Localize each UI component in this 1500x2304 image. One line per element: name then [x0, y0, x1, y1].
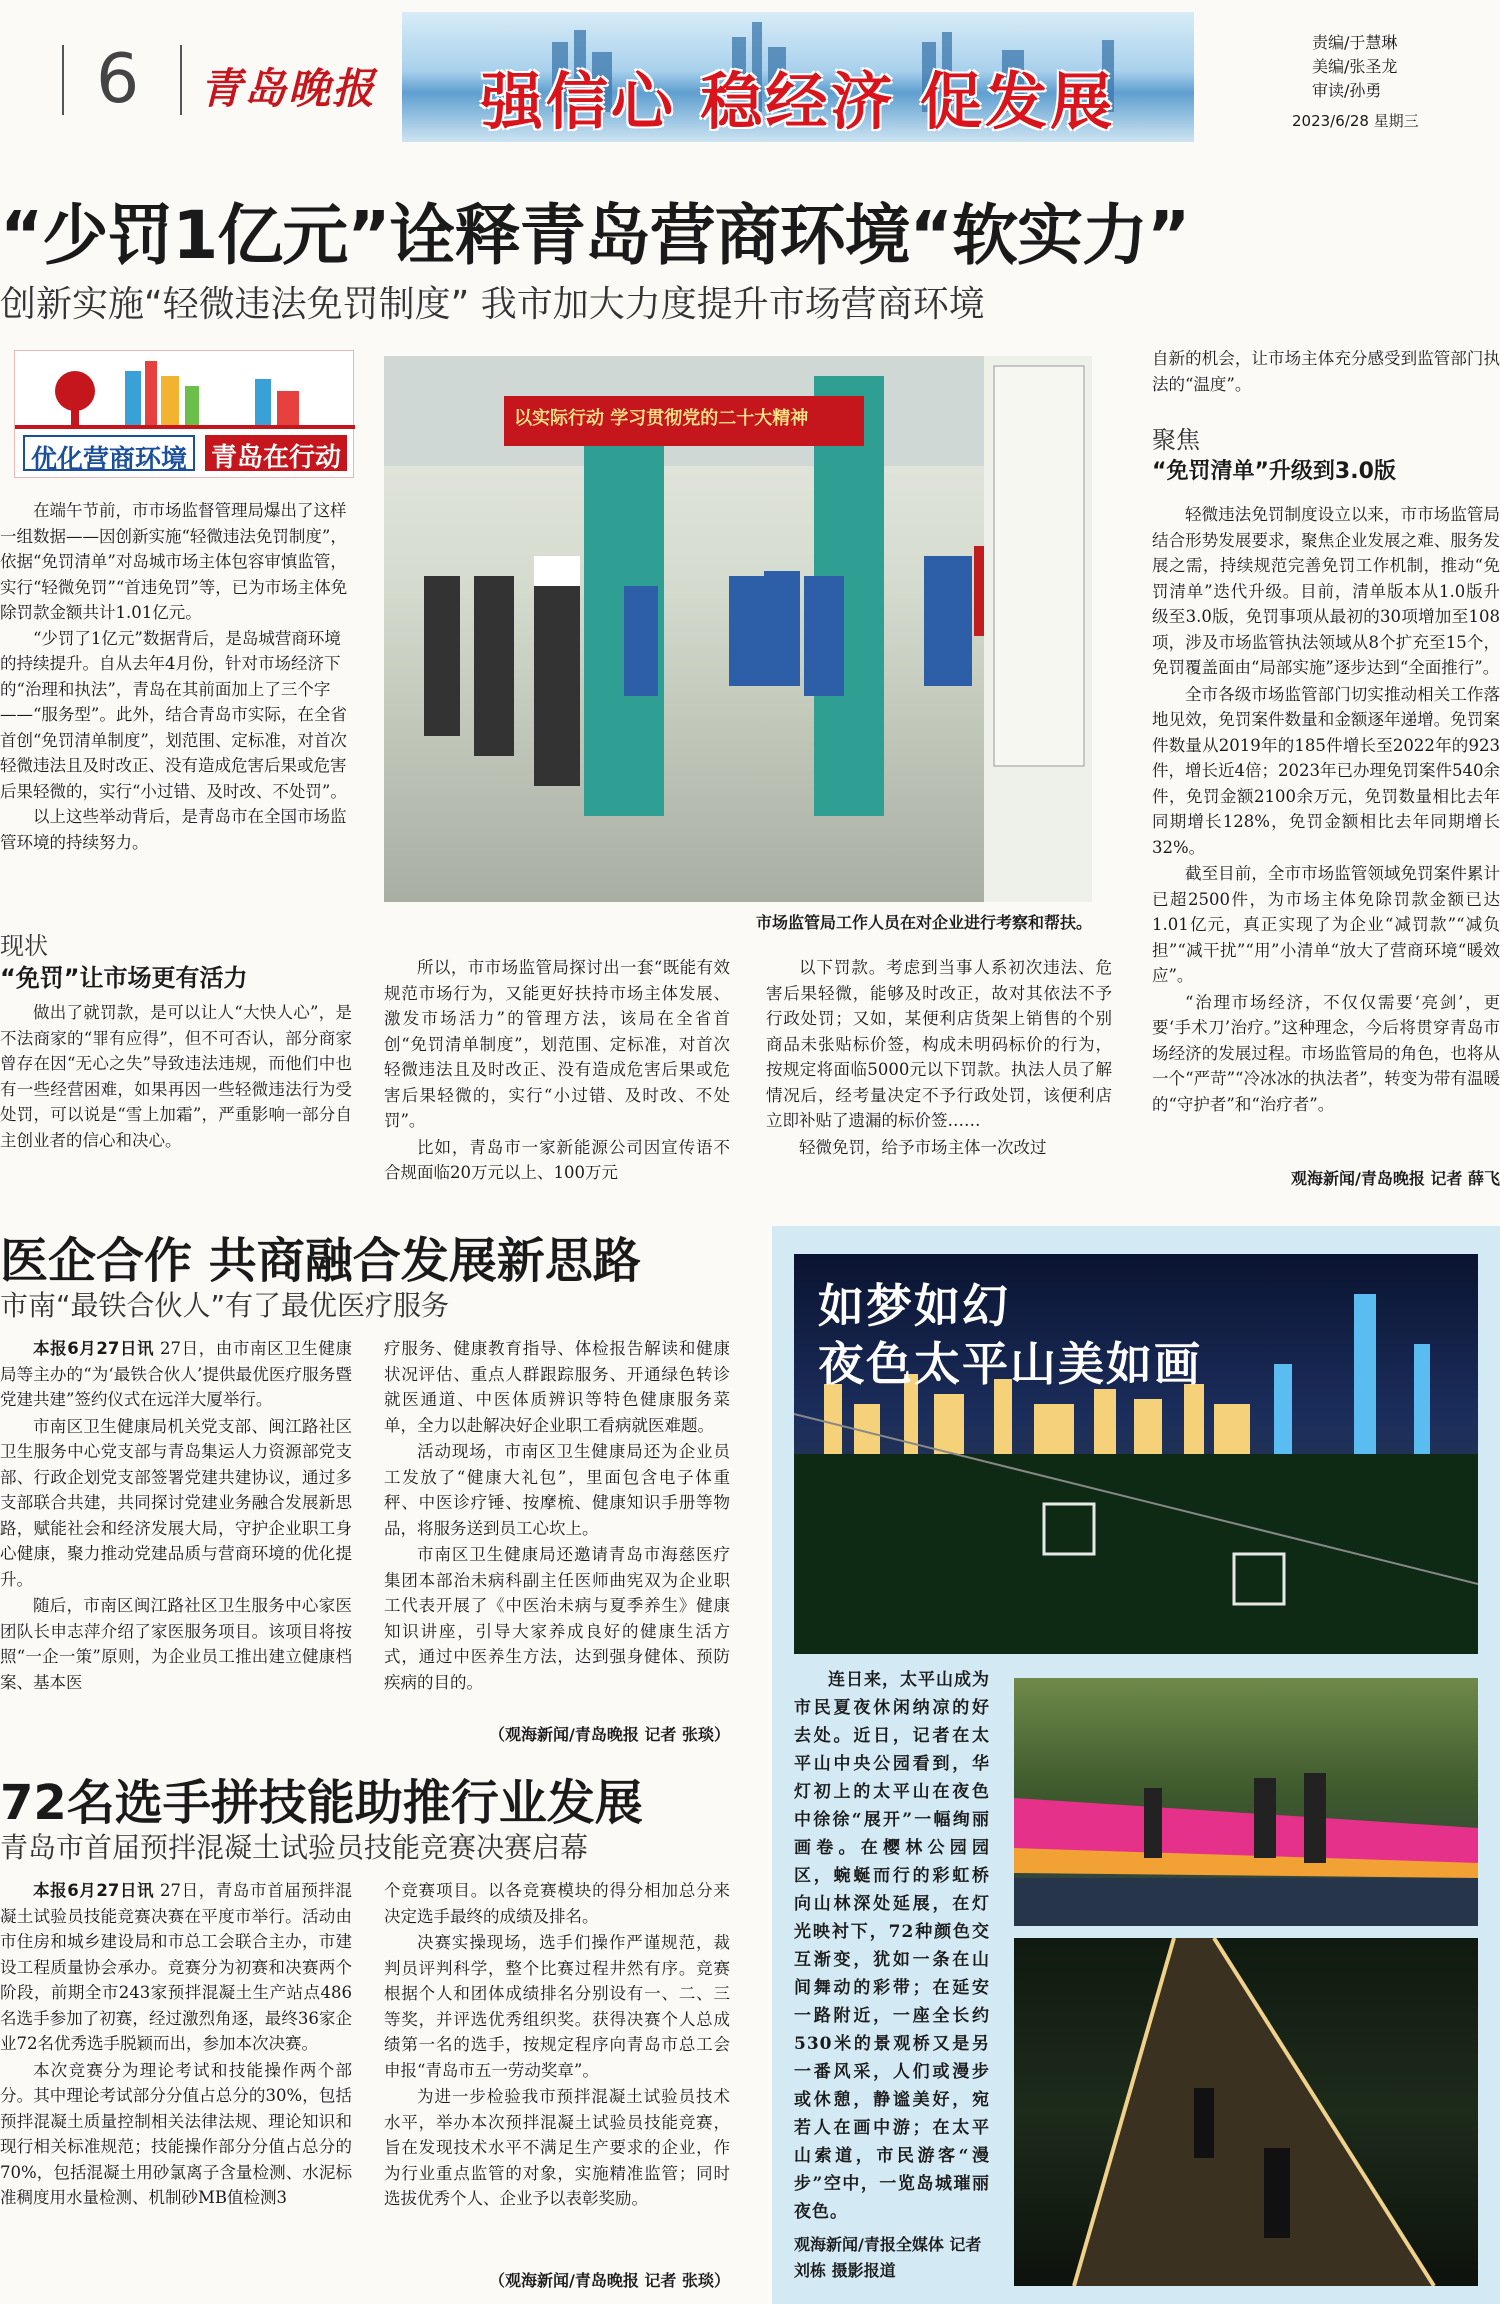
masthead-rule-2 [180, 45, 182, 115]
body-paragraph: 截至目前，全市市场监管领域免罚案件累计已超2500件，为市场主体免除罚款金额已达1.01亿元，真正实现了为企业“减罚款”“减负担”“减干扰”“用”小清单“放大了营商环境“暖效应”。 [1152, 864, 1500, 985]
section-badge [14, 350, 354, 478]
body-paragraph: 所以，市市场监管局探讨出一套“既能有效规范市场行为，又能更好扶持市场主体发展、激发市场活力”的管理方法，该局在全省首创“免罚清单制度”，划范围、定标准，对首次轻微违法且及时改正、没有造成危害后果或危害后果轻微的，实行“小过错、及时改、不处罚”。 [384, 958, 730, 1130]
story2-column-1 [0, 1336, 352, 1696]
photo-feature [772, 1226, 1500, 2304]
story2-column-2 [384, 1336, 730, 1696]
rainbow-bridge-photo [1014, 1678, 1478, 1926]
body-paragraph: 为进一步检验我市预拌混凝土试验员技术水平，举办本次预拌混凝土试验员技能竞赛，旨在发现技术水平不满足生产要求的企业，作为行业重点监管的对象，实施精准监管；同时选拔优秀个人、企业予以表彰奖励。 [384, 2087, 730, 2208]
inspection-scene-icon [384, 356, 1092, 902]
body-paragraph: 以下罚款。考虑到当事人系初次违法、危害后果轻微，能够及时改正，故对其依法不予行政处罚；又如，某便利店货架上销售的个别商品未张贴标价签，构成未明码标价的行为，按规定将面临5000元以下罚款。执法人员了解情况后，经考量决定不予行政处罚，该便利店立即补贴了遗漏的标价签…… [766, 958, 1112, 1130]
story2-headline: 医企合作 共商融合发展新思路 [0, 1233, 641, 1289]
body-paragraph [0, 1336, 352, 1413]
story3-byline: （观海新闻/青岛晚报 记者 张琰） [489, 2271, 730, 2290]
body-paragraph: 市南区卫生健康局还邀请青岛市海慈医疗集团本部治未病科副主任医师曲宪双为企业职工代表开展了《中医治未病与夏季养生》健康知识讲座，引导大家养成良好的健康生活方式，通过中医养生方法，达到强身健体、预防疾病的目的。 [384, 1545, 730, 1692]
section2-title: “免罚清单”升级到3.0版 [1152, 459, 1396, 484]
badge-left-text: 优化营商环境 [23, 435, 195, 471]
designer-credit: 美编/张圣龙 [1312, 57, 1398, 76]
lead-byline: 观海新闻/青岛晚报 记者 薛飞 [1291, 1169, 1500, 1188]
lit-boardwalk-icon [1014, 1938, 1478, 2286]
story2-dateline: 本报6月27日讯 [33, 1339, 155, 1358]
body-paragraph: 比如，青岛市一家新能源公司因宣传语不合规面临20万元以上、100万元 [384, 1137, 730, 1182]
section2-label: 聚焦 [1152, 426, 1200, 454]
reviewer-credit: 审读/孙勇 [1312, 81, 1382, 100]
story3-dateline: 本报6月27日讯 [33, 1881, 155, 1900]
night-skyline-photo [794, 1254, 1478, 1654]
lead-right-column [1152, 502, 1500, 1118]
lead-photo-caption: 市场监管局工作人员在对企业进行考察和帮扶。 [755, 913, 1092, 932]
city-illustration-icon [15, 351, 355, 431]
section1-label: 现状 [0, 932, 48, 960]
feature-credit: 观海新闻/青报全媒体 记者 刘栋 摄影报道 [794, 2235, 982, 2280]
body-paragraph: 决赛实操现场，选手们操作严谨规范，裁判员评判科学，整个比赛过程井然有序。竞赛根据个人和团体成绩排名分别设有一、二、三等奖，并评选优秀组织奖。获得决赛个人总成绩第一名的选手，按规定程序向青岛市总工会申报“青岛市五一劳动奖章”。 [384, 1933, 730, 2080]
body-paragraph: 疗服务、健康教育指导、体检报告解读和健康状况评估、重点人群跟踪服务、开通绿色转诊就医通道、中医体质辨识等特色健康服务菜单，全力以赴解决好企业职工看病就医难题。 [384, 1339, 730, 1435]
body-paragraph: 随后，市南区闽江路社区卫生服务中心家医团队长申志萍介绍了家医服务项目。该项目将按照“一企一策”原则，为企业员工推出建立健康档案、基本医 [0, 1596, 352, 1692]
body-paragraph: “治理市场经济，不仅仅需要‘亮剑’，更要‘手术刀’治疗。”这种理念，今后将贯穿青岛市场经济的发展过程。市场监管局的角色，也将从一个“严苛”“冷冰冰的执法者”，转变为带有温暖的“守护者”和“治疗者”。 [1152, 992, 1500, 1114]
feature-paragraph: 连日来，太平山成为市民夏夜休闲纳凉的好去处。近日，记者在太平山中央公园看到，华灯初上的太平山在夜色中徐徐“展开”一幅绚丽画卷。在樱林公园园区，蜿蜒而行的彩虹桥向山林深处延展，在灯光映衬下，72种颜色交互渐变，犹如一条在山间舞动的彩带；在延安一路附近，一座全长约530米的景观桥又是另一番风采，人们或漫步或休憩，静谧美好，宛若人在画中游；在太平山索道，市民游客“漫步”空中，一览岛城璀丽夜色。 [794, 1670, 990, 2222]
slogan-text: 强信心 稳经济 促发展 [480, 65, 1116, 138]
section1-column-1 [0, 1000, 352, 1154]
feature-title-line1: 如梦如幻 [818, 1279, 1010, 1333]
body-paragraph: 个竞赛项目。以各竞赛模块的得分相加总分来决定选手最终的成绩及排名。 [384, 1881, 730, 1926]
story2-byline: （观海新闻/青岛晚报 记者 张琰） [489, 1725, 730, 1744]
page-number: 6 [96, 40, 140, 119]
light-bridge-photo [1014, 1938, 1478, 2286]
body-paragraph: 轻微免罚，给予市场主体一次改过 [799, 1137, 1047, 1157]
lead-intro-paragraph: “少罚了1亿元”数据背后，是岛城营商环境的持续提升。自从去年4月份，针对市场经济下的“治理和执法”，青岛在其前面加上了三个字——“服务型”。此外，结合青岛市实际，在全省首创“免罚清单制度”，划范围、定标准，对首次轻微违法且及时改正、没有造成危害后果或危害后果轻微的，实行“小过错、及时改、不处罚”。 [0, 628, 347, 801]
story3-subheadline: 青岛市首届预拌混凝土试验员技能竞赛决赛启幕 [0, 1831, 589, 1864]
body-paragraph: 活动现场，市南区卫生健康局还为企业员工发放了“健康大礼包”，里面包含电子体重秤、中医诊疗锤、按摩梳、健康知识手册等物品，将服务送到员工心坎上。 [384, 1442, 730, 1538]
editor-credit: 责编/于慧琳 [1312, 33, 1398, 52]
story3-first-paragraph: 27日，青岛市首届预拌混凝土试验员技能竞赛决赛在平度市举行。活动由市住房和城乡建设局和市总工会联合主办，市建设工程质量协会承办。竞赛分为初赛和决赛两个阶段，前期全市243家预拌混凝土生产站点486名选手参加了初赛，经过激烈角逐，最终36家企业72名优秀选手脱颖而出，参加本次决赛。 [0, 1881, 353, 2053]
body-paragraph: 轻微违法免罚制度设立以来，市市场监管局结合形势发展要求，聚焦企业发展之难、服务发展之需，持续规范完善免罚工作机制，推动“免罚清单”迭代升级。目前，清单版本从1.0版升级至3.0版，免罚事项从最初的30项增加至108项，涉及市场监管执法领域从8个扩充至15个，免罚覆盖面由“局部实施”逐步达到“全面推行”。 [1152, 505, 1500, 677]
feature-title-line2: 夜色太平山美如画 [818, 1337, 1202, 1391]
masthead-rule [62, 45, 64, 115]
lead-intro-paragraph: 以上这些举动背后，是青岛市在全国市场监管环境的持续努力。 [0, 807, 347, 852]
section1-column-2 [384, 955, 730, 1187]
lead-photo [384, 356, 1092, 902]
issue-date: 2023/6/28 星期三 [1292, 112, 1419, 130]
story2-subheadline: 市南“最铁合伙人”有了最优医疗服务 [0, 1289, 450, 1322]
bridge-walkers-icon [1014, 1678, 1478, 1926]
body-paragraph: 本次竞赛分为理论考试和技能操作两个部分。其中理论考试部分分值占总分的30%，包括预拌混凝土质量控制相关法律法规、理论知识和现行相关标准规范；技能操作部分分值占总分的70%，包括混凝土用砂氯离子含量检测、水泥标准稠度用水量检测、机制砂MB值检测3 [0, 2060, 352, 2207]
paper-name-logo: 青岛晚报 [200, 64, 377, 113]
body-paragraph: 市南区卫生健康局机关党支部、闽江路社区卫生服务中心党支部与青岛集运人力资源部党支部、行政企划党支部签署党建共建协议，通过多支部联合共建，共同探讨党建业务融合发展新思路，赋能社会和经济发展大局，守护企业职工身心健康，聚力推动党建品质与营商环境的优化提升。 [0, 1416, 352, 1589]
lead-right-column-top [1152, 346, 1500, 398]
lead-intro [0, 498, 352, 855]
body-paragraph: 自新的机会，让市场主体充分感受到监管部门执法的“温度”。 [1152, 349, 1500, 394]
badge-right-text: 青岛在行动 [205, 435, 347, 471]
lead-headline: “少罚1亿元”诠释青岛营商环境“软实力” [0, 197, 1190, 274]
body-paragraph: 做出了就罚款，是可以让人“大快人心”，是不法商家的“罪有应得”，但不可否认，部分商家曾存在因“无心之失”导致违法违规，而他们中也有一些经营困难，如果再因一些轻微违法行为受处罚，可以说是“雪上加霜”，严重影响一部分自主创业者的信心和决心。 [0, 1003, 352, 1150]
story3-headline: 72名选手拼技能助推行业发展 [0, 1775, 643, 1831]
slogan-banner [402, 12, 1194, 142]
lead-intro-paragraph: 在端午节前，市市场监督管理局爆出了这样一组数据——因创新实施“轻微违法免罚制度”，依据“免罚清单”对岛城市场主体包容审慎监管，实行“轻微免罚”“首违免罚”等，已为市场主体免除罚款金额共计1.01亿元。 [0, 501, 348, 622]
section1-title: “免罚”让市场更有活力 [0, 964, 248, 992]
body-paragraph [0, 1878, 352, 2057]
section1-column-3 [766, 955, 1112, 1161]
feature-text [794, 1666, 990, 2284]
photo-banner-text: 以实际行动 学习贯彻党的二十大精神 [514, 408, 809, 429]
body-paragraph: 全市各级市场监管部门切实推动相关工作落地见效，免罚案件数量和金额逐年递增。免罚案件数量从2019年的185件增长至2022年的923件，增长近4倍；2023年已办理免罚案件540余件，免罚金额2100余万元，免罚数量相比去年同期增长128%，免罚金额相比去年同期增长32%。 [1152, 684, 1500, 857]
story3-column-2 [384, 1878, 730, 2213]
masthead [0, 0, 1500, 160]
lead-subheadline: 创新实施“轻微违法免罚制度” 我市加大力度提升市场营商环境 [0, 284, 985, 325]
story3-column-1 [0, 1878, 352, 2212]
story2-first-paragraph: 27日，由市南区卫生健康局等主办的“为‘最铁合伙人’提供最优医疗服务暨党建共建”签约仪式在远洋大厦举行。 [0, 1339, 353, 1409]
